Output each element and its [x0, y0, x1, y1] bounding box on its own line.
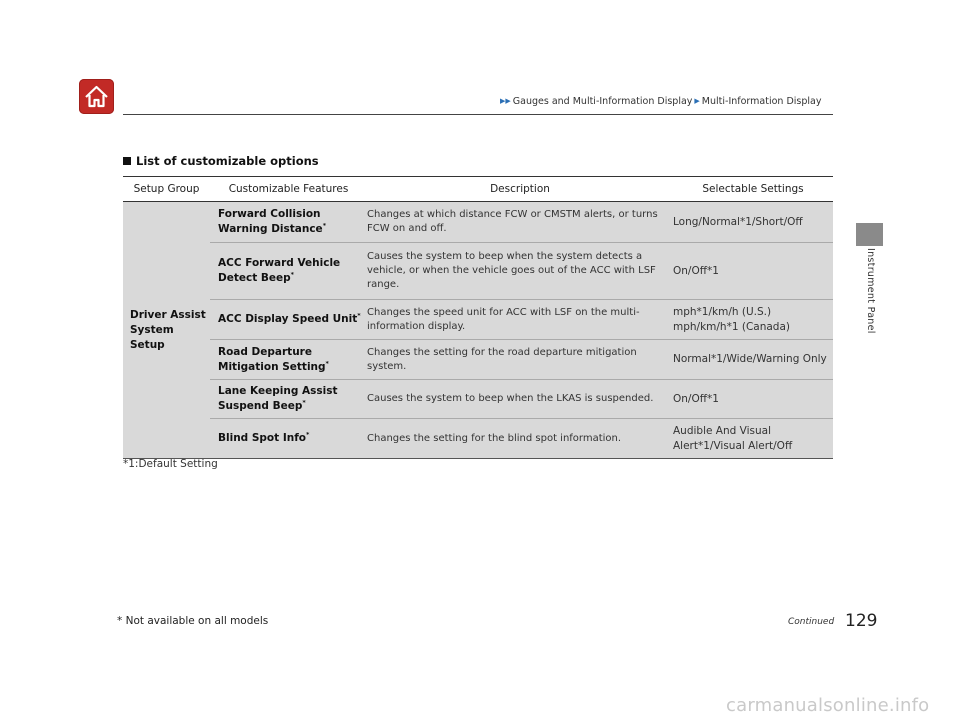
default-setting-footnote: *1:Default Setting: [123, 458, 218, 470]
header-description: Description: [490, 183, 550, 195]
section-title: List of customizable options: [123, 154, 319, 168]
feature-name: ACC Forward Vehicle Detect Beep*: [218, 257, 341, 284]
table-row: [210, 202, 833, 243]
chapter-tab[interactable]: [856, 223, 883, 246]
header-rule: [123, 114, 833, 115]
feature-name: ACC Display Speed Unit*: [218, 311, 361, 325]
feature-description: Changes at which distance FCW or CMSTM alerts, or turns FCW on and off.: [367, 209, 658, 234]
feature-settings: On/Off*1: [673, 392, 719, 405]
feature-settings: Long/Normal*1/Short/Off: [673, 215, 803, 228]
table-row: [210, 300, 833, 340]
watermark: carmanualsonline.info: [726, 695, 930, 716]
table-row: [210, 243, 833, 300]
availability-note: * Not available on all models: [117, 615, 269, 627]
header-features: Customizable Features: [228, 183, 349, 195]
feature-description: Causes the system to beep when the LKAS is suspended.: [367, 393, 654, 404]
page-number: 129: [845, 611, 878, 631]
feature-description: Changes the speed unit for ACC with LSF on the multi-information display.: [367, 306, 640, 332]
home-button[interactable]: [79, 79, 114, 114]
table-row: [210, 340, 833, 380]
header-settings: Selectable Settings: [702, 183, 804, 195]
continued-label: Continued: [788, 617, 835, 627]
breadcrumb-link-gauges[interactable]: Gauges and Multi-Information Display: [512, 95, 693, 107]
square-bullet-icon: [123, 157, 131, 165]
options-table: [123, 176, 833, 459]
header-setup-group: Setup Group: [133, 183, 200, 195]
table-body: [123, 202, 833, 459]
table-header: [123, 176, 833, 202]
breadcrumb: [500, 94, 821, 108]
feature-name: Blind Spot Info*: [218, 430, 310, 444]
feature-description: Causes the system to beep when the system detects a vehicle, or when the vehicle goes out of the ACC with LSF range.: [367, 251, 656, 290]
table-row: [210, 419, 833, 458]
feature-settings: On/Off*1: [673, 264, 719, 277]
feature-rows: [210, 202, 833, 458]
feature-name: Forward Collision Warning Distance*: [218, 208, 327, 235]
home-icon: [82, 82, 111, 111]
breadcrumb-arrow-icon: ▶▶: [500, 96, 511, 105]
feature-name: Lane Keeping Assist Suspend Beep*: [218, 385, 338, 412]
feature-description: Changes the setting for the road departure mitigation system.: [367, 346, 637, 372]
breadcrumb-arrow-icon: ▶: [694, 96, 700, 105]
setup-group-cell: Driver Assist System Setup: [130, 308, 206, 351]
feature-name: Road Departure Mitigation Setting*: [218, 345, 329, 373]
feature-settings: Audible And Visual Alert*1/Visual Alert/Off: [673, 424, 793, 452]
table-row: [210, 380, 833, 419]
breadcrumb-link-mid[interactable]: Multi-Information Display: [701, 95, 822, 107]
chapter-label: Instrument Panel: [865, 248, 876, 334]
feature-settings: mph*1/km/h (U.S.) mph/km/h*1 (Canada): [673, 305, 791, 333]
feature-settings: Normal*1/Wide/Warning Only: [673, 353, 827, 365]
feature-description: Changes the setting for the blind spot information.: [367, 432, 622, 444]
